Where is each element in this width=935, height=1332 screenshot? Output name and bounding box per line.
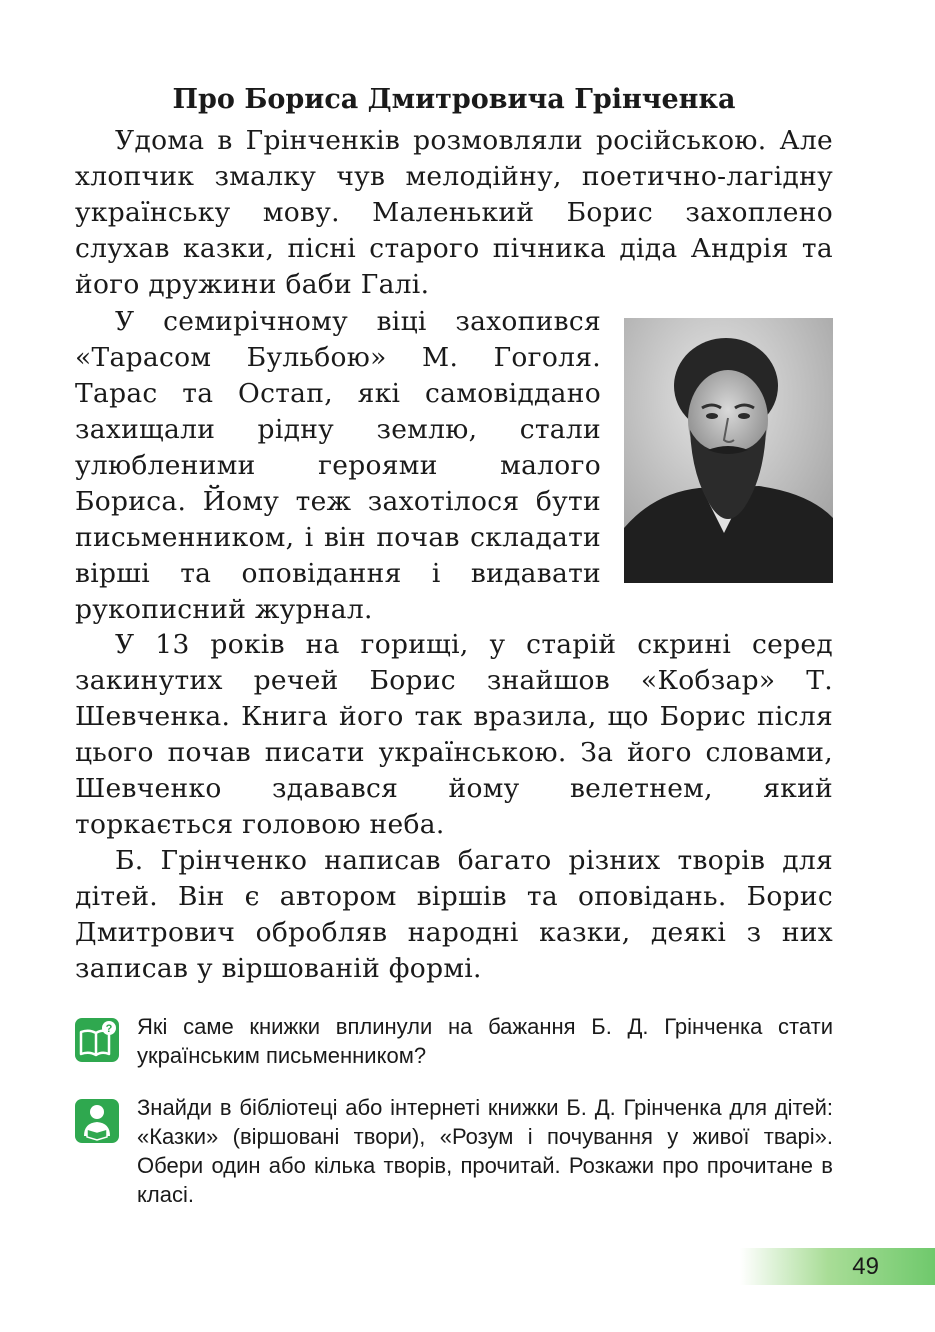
reading-task <box>75 1093 833 1223</box>
page-number-tab <box>740 1248 935 1285</box>
paragraph-4: Б. Грінченко написав багато різних творів для дітей. Він є автором віршів та оповідань. Борис Дмитрович обробляв народні казки, деякі з них записав у віршованій формі. <box>75 845 833 984</box>
author-portrait <box>624 318 833 583</box>
book-question-icon <box>75 1018 119 1062</box>
paragraph-1: Удома в Грінченків розмовляли російською. Але хлопчик змалку чув мелодійну, поетично-лагідну українську мову. Маленький Борис захоплено слухав казки, пісні старого пічника діда Андрія та його дружини баби Галі. <box>75 125 833 300</box>
task-text: Знайди в бібліотеці або інтернеті книжки Б. Д. Грінченка для дітей: «Казки» (віршовані твори), «Розум і почування у живої тварі». Обери один або кілька творів, прочитай. Розкажи про прочитане в класі. <box>137 1095 833 1207</box>
section-title: Про Бориса Дмитровича Грінченка <box>172 84 736 115</box>
paragraph-3: У 13 років на горищі, у старій скрині серед закинутих речей Борис знайшов «Кобзар» Т. Шевченка. Книга його так вразила, що Борис після цього почав писати українською. За його словами, Шевченко здавався йому велетнем, який торкається головою неба. <box>75 629 833 840</box>
page-number: 49 <box>852 1253 879 1280</box>
paragraph-2: У семирічному віці захопився «Тарасом Бульбою» М. Гоголя. Тарас та Остап, які самовіддано захищали рідну землю, стали улюбленими героями малого Бориса. Йому теж захотілося бути письменником, і він почав складати вірші та оповідання і видавати рукописний журнал. <box>75 306 601 625</box>
child-reading-icon <box>75 1099 119 1143</box>
question-task <box>75 1012 833 1082</box>
svg-text:?: ? <box>105 1023 113 1035</box>
question-text: Які саме книжки вплинули на бажання Б. Д. Грінченка стати українським письменником? <box>137 1014 833 1068</box>
